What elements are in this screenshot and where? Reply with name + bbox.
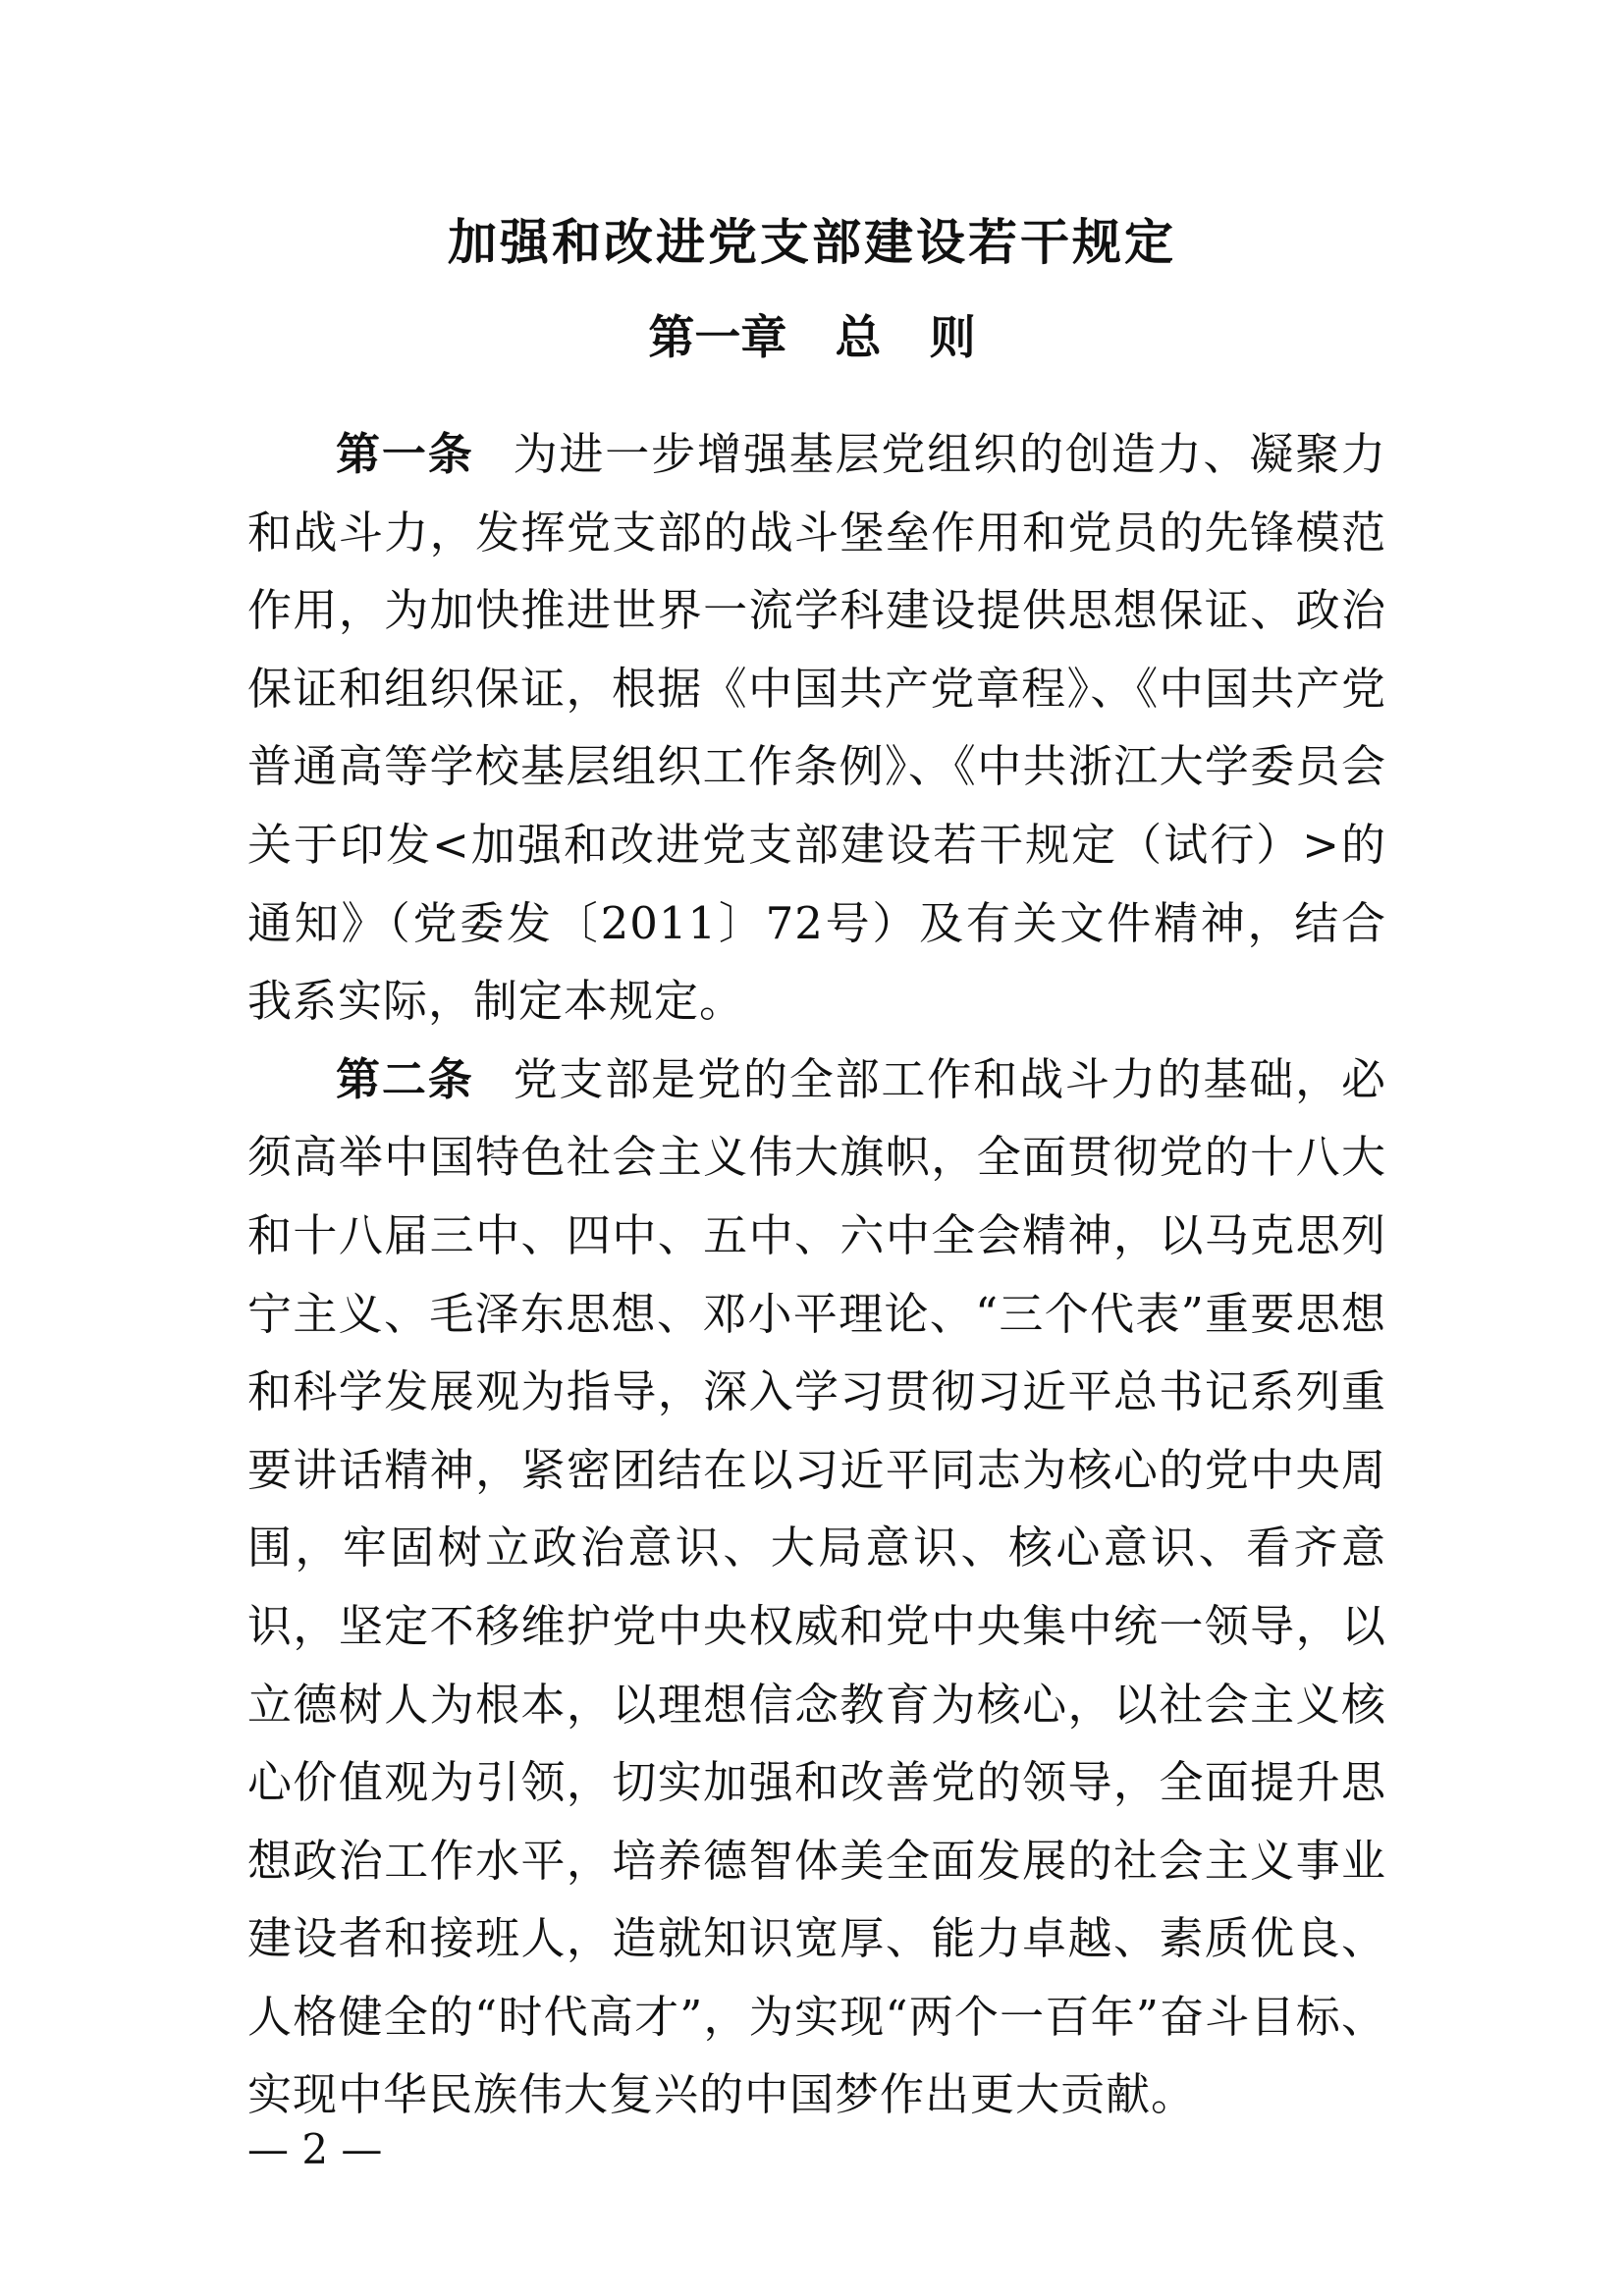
document-body (247, 415, 1386, 2134)
document-title: 加强和改进党支部建设若干规定 (448, 213, 1176, 271)
article-label: 第二条 (336, 1052, 474, 1105)
article-text: 为进一步增强基层党组织的创造力、凝聚力和战斗力，发挥党支部的战斗堡垒作用和党员的先锋模范作用，为加快推进世界一流学科建设提供思想保证、政治保证和组织保证，根据《中国共产党章程》、《中国共产党普通高等学校基层组织工作条例》、《中共浙江大学委员会关于印发<加强和改进党支部建设若干规定（试行）>的通知》（党委发〔2011〕72号）及有关文件精神，结合我系实际，制定本规定。 (247, 428, 1386, 1028)
page-number: — 2 — (247, 2125, 383, 2173)
article-paragraph (247, 1041, 1386, 2134)
chapter-heading: 第一章 总 则 (648, 311, 976, 365)
article-paragraph (247, 415, 1386, 1041)
article-text: 党支部是党的全部工作和战斗力的基础，必须高举中国特色社会主义伟大旗帜，全面贯彻党的十八大和十八届三中、四中、五中、六中全会精神，以马克思列宁主义、毛泽东思想、邓小平理论、“三个代表”重要思想和科学发展观为指导，深入学习贯彻习近平总书记系列重要讲话精神，紧密团结在以习近平同志为核心的党中央周围，牢固树立政治意识、大局意识、核心意识、看齐意识，坚定不移维护党中央权威和党中央集中统一领导，以立德树人为根本，以理想信念教育为核心，以社会主义核心价值观为引领，切实加强和改善党的领导，全面提升思想政治工作水平，培养德智体美全面发展的社会主义事业建设者和接班人，造就知识宽厚、能力卓越、素质优良、人格健全的“时代高才”，为实现“两个一百年”奋斗目标、实现中华民族伟大复兴的中国梦作出更大贡献。 (247, 1052, 1386, 2121)
article-label: 第一条 (336, 428, 474, 480)
